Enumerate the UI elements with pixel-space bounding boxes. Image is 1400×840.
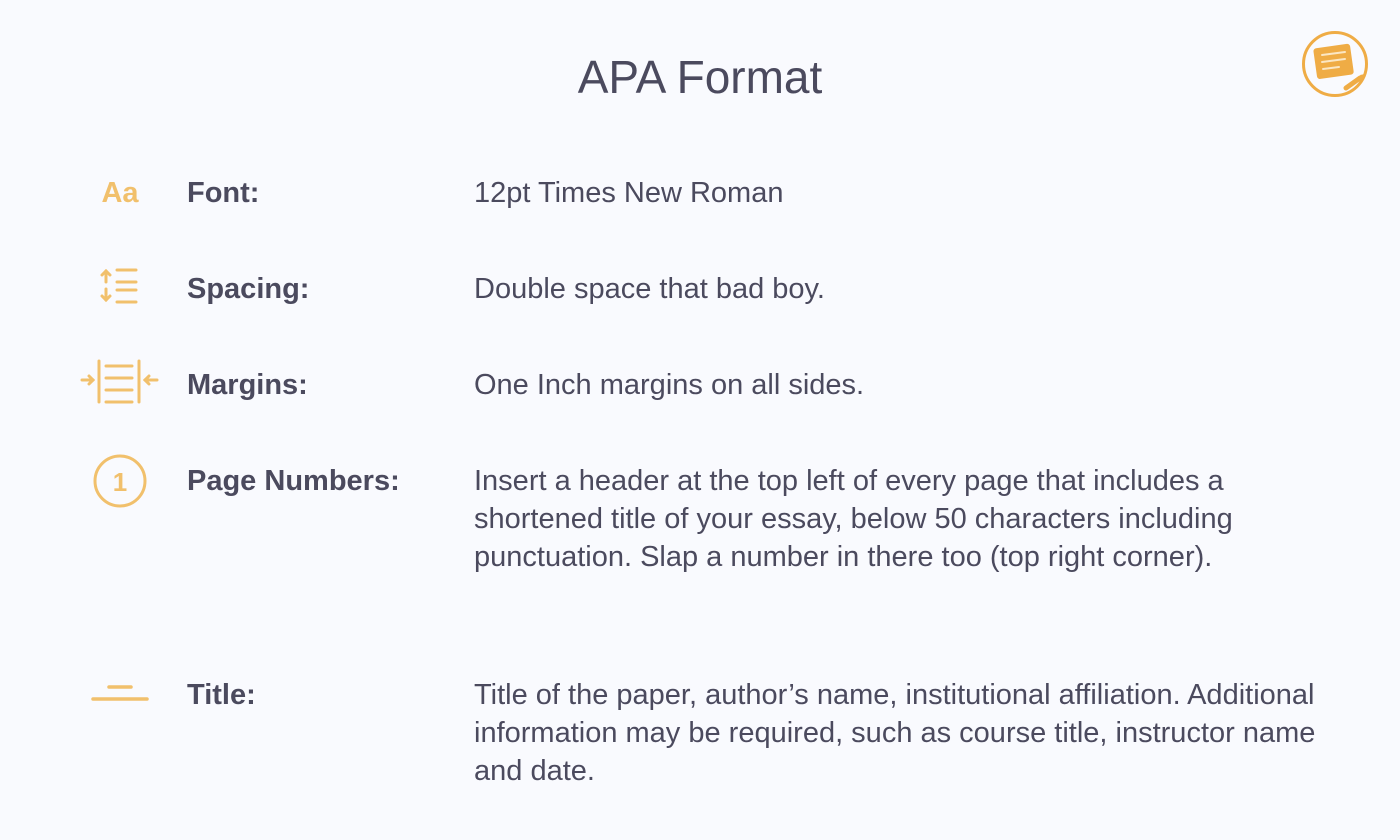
- title-icon: [78, 664, 162, 724]
- font-value: 12pt Times New Roman: [474, 177, 784, 209]
- spacing-label: Spacing:: [187, 273, 310, 305]
- page-numbers-label: Page Numbers:: [187, 465, 400, 497]
- title-label: Title:: [187, 679, 256, 711]
- font-label: Font:: [187, 177, 260, 209]
- page-title: APA Format: [577, 51, 823, 103]
- svg-text:1: 1: [112, 467, 128, 497]
- page-numbers-value: Insert a header at the top left of every page that includes a shortened title of your essay, below 50 characters including punctuation. Slap a number in there too (top right corner).: [474, 465, 1233, 573]
- line-spacing-icon: [78, 256, 162, 316]
- page-number-icon: [78, 451, 162, 511]
- title-value: Title of the paper, author’s name, institutional affiliation. Additional information may be required, such as course title, instructor name and date.: [474, 679, 1316, 787]
- font-icon: Aa: [101, 177, 139, 209]
- margins-value: One Inch margins on all sides.: [474, 369, 865, 401]
- spacing-value: Double space that bad boy.: [474, 273, 825, 305]
- notepad-pencil-icon: [1301, 30, 1369, 98]
- margins-icon: [78, 352, 162, 412]
- margins-label: Margins:: [187, 369, 308, 401]
